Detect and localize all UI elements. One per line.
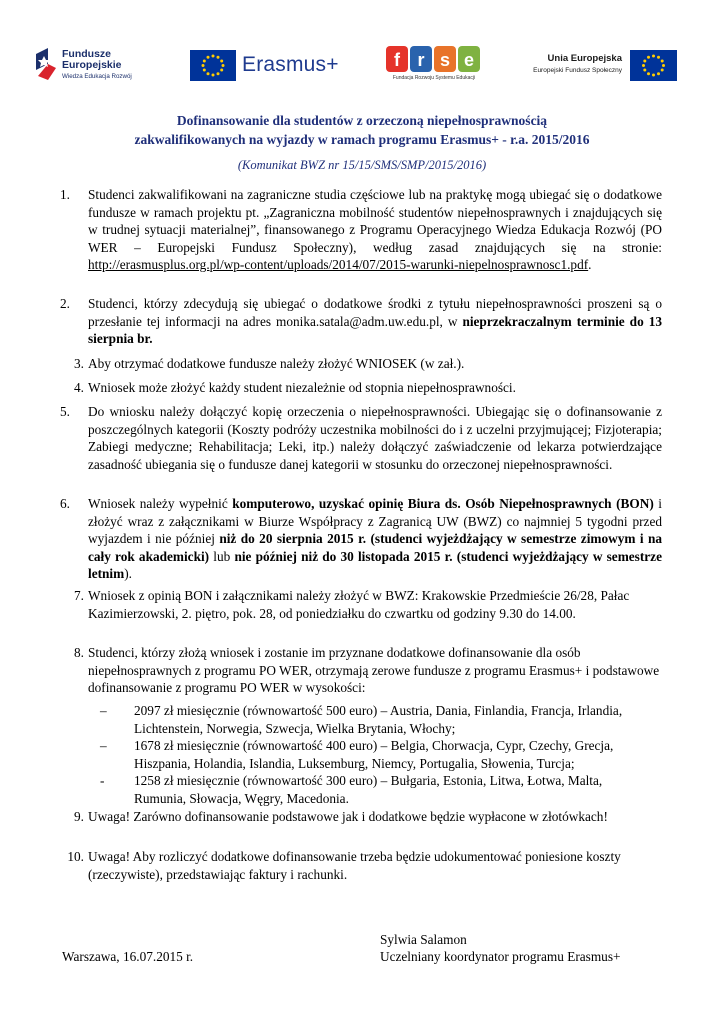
logo-bar <box>0 40 724 90</box>
dash-bullet: – <box>100 738 107 753</box>
item-text: Aby otrzymać dodatkowe fundusze należy złożyć WNIOSEK (w zał.). <box>88 356 465 371</box>
item-number: 2. <box>60 296 70 311</box>
item-number: 9. <box>74 809 84 824</box>
item-text: Studenci zakwalifikowani na zagraniczne studia częściowe lub na praktykę mogą ubiegać się o dodatkowe fundusze w ramach projektu pt. „Zagraniczna mobilność studentów niepełnosprawnych i znajdujących się w trudnej sytuacji materialnej”, finansowanego z Programu Operacyjnego Wiedza Edukacja Rozwój (PO WER – Europejski Fundusz Społeczny), według zasad znajdujących się na stronie: <box>88 187 662 255</box>
list-item-6 <box>60 495 663 583</box>
frse-caption: Fundacja Rozwoju Systemu Edukacji <box>392 75 476 81</box>
eu-flag-icon <box>630 50 677 81</box>
item-number: 1. <box>60 187 70 202</box>
dash-bullet: - <box>100 773 105 788</box>
signer-role: Uczelniany koordynator programu Erasmus+ <box>380 949 621 964</box>
item-text: Studenci, którzy złożą wniosek i zostanie im przyznane dodatkowe dofinansowanie dla osób niepełnosprawnych z programu PO WER, otrzymają zerowe fundusze z programu Erasmus+ i podstawowe dofinansowanie z programu PO WER w wysokości: <box>88 645 660 695</box>
item-number: 3. <box>74 356 84 371</box>
item-text: Wniosek z opinią BON i załącznikami należy złożyć w BWZ: Krakowskie Przedmieście 26/28, Pałac Kazimierzowski, 2. piętro, pok. 28, od poniedziałku do czwartku od godziny 9.30 do 14.00. <box>88 588 630 621</box>
item-number: 5. <box>60 404 70 419</box>
item-text: Uwaga! Aby rozliczyć dodatkowe dofinansowanie trzeba będzie udokumentować poniesione koszty (rzeczywiste), przedstawiając faktury i rachunki. <box>88 849 621 882</box>
fe-line1: Fundusze <box>62 48 111 60</box>
erasmus-logo <box>190 40 350 90</box>
rate-text: 1258 zł miesięcznie (równowartość 300 euro) – Bułgaria, Estonia, Litwa, Łotwa, Malta, Rumunia, Słowacja, Węgry, Macedonia. <box>134 773 603 806</box>
list-item-5 <box>60 403 662 473</box>
deadline-bold: nieprzekraczalnym terminie do 13 sierpnia br. <box>88 313 662 346</box>
svg-text:f: f <box>394 50 400 70</box>
item-text: i złożyć wraz z załącznikami w Biurze Współpracy z Zagranicą UW (BWZ) co najmniej 5 tygodni przed wyjazdem i nie później <box>88 496 662 546</box>
svg-text:r: r <box>417 50 425 70</box>
svg-text:e: e <box>463 50 475 70</box>
fundusze-europejskie-logo <box>34 40 164 90</box>
item-text: Do wniosku należy dołączyć kopię orzeczenia o niepełnosprawności. Ubiegając się o dofinansowanie z poszczególnych kategorii (Koszty podróży uczestnika mobilności do i z uczelni przyjmującej; Fizjoterapia; Zabiegi medyczne; Rehabilitacja; Leki, itp.) należy dołączyć zaświadczenie od lekarza potwierdzające zasadność ubiegania się o fundusze danej kategorii w stosunku do orzeczonej niepełnosprawności. <box>88 404 662 472</box>
fe-star-icon <box>34 46 58 82</box>
item-text: Wniosek może złożyć każdy student niezależnie od stopnia niepełnosprawności. <box>88 380 516 395</box>
eu-flag-icon <box>190 50 236 81</box>
bold-deadline-1: niż do 20 sierpnia 2015 r. (studenci wyjeżdżający w semestrze zimowym i na cały rok akademicki) <box>88 531 663 564</box>
fe-line3: Wiedza Edukacja Rozwój <box>62 73 132 80</box>
list-item-2 <box>60 295 662 348</box>
item-number: 10. <box>67 849 84 864</box>
bold-deadline-2: nie później niż do 30 listopada 2015 r. (studenci wyjeżdżający w semestrze letnim <box>88 548 662 581</box>
item-number: 8. <box>74 645 84 660</box>
list-item-4 <box>74 379 662 397</box>
fe-line2: Europejskie <box>62 59 122 71</box>
place-date: Warszawa, 16.07.2015 r. <box>62 949 194 964</box>
frse-logo <box>386 40 482 90</box>
communique-ref: (Komunikat BWZ nr 15/15/SMS/SMP/2015/2016) <box>237 158 487 172</box>
list-item-7 <box>74 587 662 622</box>
erasmus-wordmark: Erasmus+ <box>242 53 339 76</box>
document-title <box>60 111 664 149</box>
list-item-9 <box>74 808 608 826</box>
title-line2: zakwalifikowanych na wyjazdy w ramach programu Erasmus+ - r.a. 2015/2016 <box>134 132 590 147</box>
dash-bullet: – <box>100 703 107 718</box>
frse-tiles-icon <box>386 46 480 72</box>
item-text: Uwaga! Zarówno dofinansowanie podstawowe jak i dodatkowe będzie wypłacone w złotówkach! <box>88 809 608 824</box>
item-number: 7. <box>74 588 84 603</box>
program-rules-link[interactable]: http://erasmusplus.org.pl/wp-content/uploads/2014/07/2015-warunki-niepelnosprawnosc1.pdf <box>88 257 589 272</box>
list-item-10 <box>67 848 662 883</box>
title-line1: Dofinansowanie dla studentów z orzeczoną niepełnosprawnością <box>176 113 548 128</box>
list-item-1 <box>60 186 662 274</box>
svg-text:s: s <box>439 50 451 70</box>
item-text-end: . <box>588 257 592 272</box>
signer-name: Sylwia Salamon <box>380 932 467 947</box>
item-text-end: ). <box>124 566 132 581</box>
rate-text: 1678 zł miesięcznie (równowartość 400 euro) – Belgia, Chorwacja, Cypr, Czechy, Grecja, Hiszpania, Holandia, Islandia, Luksemburg, Niemcy, Portugalia, Słowenia, Turcja; <box>134 738 614 771</box>
list-item-8 <box>74 644 662 697</box>
list-item-3 <box>74 355 662 373</box>
item-text: Studenci, którzy zdecydują się ubiegać o dodatkowe środki z tytułu niepełnosprawności proszeni są o przesłanie tej informacji na adres monika.satala@adm.uw.edu.pl, w <box>88 296 662 329</box>
bold-text: komputerowo, uzyskać opinię Biura ds. Osób Niepełnosprawnych (BON) <box>232 496 654 511</box>
rate-text: 2097 zł miesięcznie (równowartość 500 euro) – Austria, Dania, Finlandia, Francja, Irlandia, Lichtenstein, Norwegia, Szwecja, Wielka Brytania, Włochy; <box>134 703 623 736</box>
item-number: 4. <box>74 380 84 395</box>
ue-line1: Unia Europejska <box>547 53 622 64</box>
unia-europejska-logo <box>533 40 680 90</box>
item-text: Wniosek należy wypełnić <box>88 496 233 511</box>
item-text: lub <box>209 548 235 564</box>
item-number: 6. <box>60 496 70 511</box>
ue-line2: Europejski Fundusz Społeczny <box>533 67 622 74</box>
